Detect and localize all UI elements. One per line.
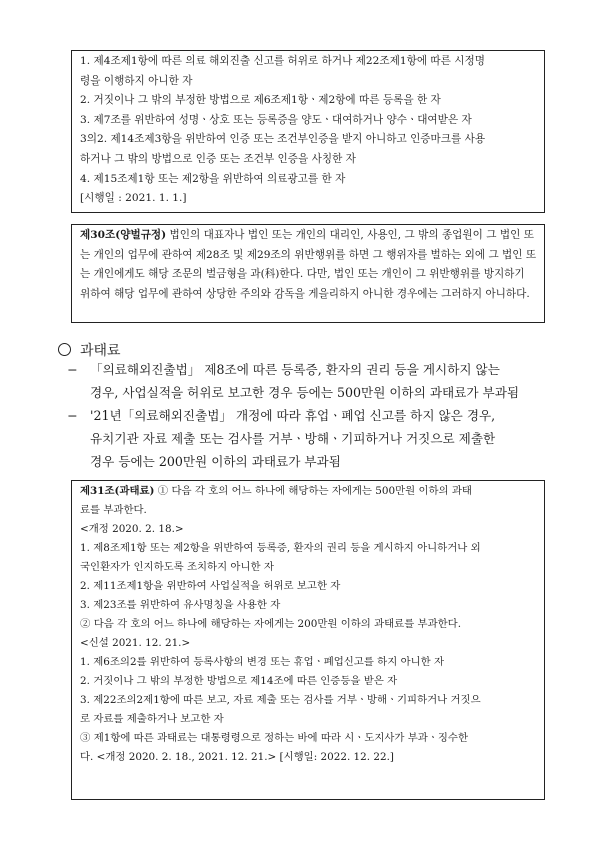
provision-line: 3. 제22조의2제1항에 따른 보고, 자료 제출 또는 검사를 거부ㆍ방해ㆍ기피하거나 거짓으 <box>80 694 481 706</box>
article-31-first-line <box>80 482 538 501</box>
bullet-line: 유치기관 자료 제출 또는 검사를 거부ㆍ방해ㆍ기피하거나 거짓으로 제출한 <box>90 431 496 446</box>
article-29-provisions-box <box>71 50 545 213</box>
article-31-title: 제31조(과태료) <box>80 485 155 497</box>
bullet-line: '21년「의료해외진출법」 개정에 따라 휴업ㆍ폐업 신고를 하지 않은 경우, <box>90 408 496 423</box>
article-30-title: 제30조(양벌규정) <box>80 229 167 241</box>
section-heading-text: 과태료 <box>80 343 121 359</box>
provision-line: ② 다음 각 호의 어느 하나에 해당하는 자에게는 200만원 이하의 과태료를 부과한다. <box>80 618 462 630</box>
provision-line: ③ 제1항에 따른 과태료는 대통령령으로 정하는 바에 따라 시ㆍ도지사가 부과ㆍ징수한 <box>80 732 468 744</box>
bullet-item <box>67 404 551 473</box>
provision-line: 하거나 그 밖의 방법으로 인증 또는 조건부 인증을 사칭한 자 <box>80 152 356 165</box>
article-30-text: 법인의 대표자나 법인 또는 개인의 대리인, 사용인, 그 밖의 종업원이 그 법인 또는 개인의 업무에 관하여 제28조 및 제29조의 위반행위를 하면 그 행위자를 벌하는 외에 그 법인 또는 개인에게도 해당 조문의 벌금형을 과(科)한다. 다만, 법인 또는 개인이 그 위반행위를 방지하기 위하여 해당 업무에 관하여 상당한 주의와 감독을 게을리하지 아니한 경우에는 그러하지 아니하다. <box>80 229 537 300</box>
article-31-box <box>71 480 545 800</box>
provision-line: 2. 거짓이나 그 밖의 부정한 방법으로 제6조제1항ㆍ제2항에 따른 등록을 한 자 <box>80 94 441 107</box>
provision-line: 2. 제11조제1항을 위반하여 사업실적을 허위로 보고한 자 <box>80 580 341 592</box>
provision-line: 로 자료를 제출하거나 보고한 자 <box>80 713 224 725</box>
provision-line: 1. 제6조의2를 위반하여 등록사항의 변경 또는 휴업ㆍ폐업신고를 하지 아니한 자 <box>80 656 445 668</box>
article-30-paragraph <box>80 226 538 304</box>
provision-line: 국인환자가 인지하도록 조치하지 아니한 자 <box>80 561 274 573</box>
provision-line: 령을 이행하지 아니한 자 <box>80 74 193 87</box>
provision-line: 2. 거짓이나 그 밖의 부정한 방법으로 제14조에 따른 인증등을 받은 자 <box>80 675 398 687</box>
dash-bullet-icon: − <box>67 362 78 377</box>
provision-line: 3의2. 제14조제3항을 위반하여 인증 또는 조건부인증을 받지 아니하고 인증마크를 사용 <box>80 133 486 146</box>
bullet-line: 경우 등에는 200만원 이하의 과태료가 부과됨 <box>90 454 341 469</box>
bullet-line: 「의료해외진출법」 제8조에 따른 등록증, 환자의 권리 등을 게시하지 않는 <box>90 362 500 377</box>
circle-bullet-icon <box>58 343 71 356</box>
provision-line: 1. 제4조제1항에 따른 의료 해외진출 신고를 허위로 하거나 제22조제1항에 따른 시정명 <box>80 55 485 67</box>
dash-bullet-icon: − <box>67 408 78 423</box>
provision-line: 료를 부과한다. <box>80 504 147 516</box>
amendment-date: <신설 2021. 12. 21.> <box>80 637 191 649</box>
effective-date: [시행일 : 2021. 1. 1.] <box>80 192 187 205</box>
provision-line: 3. 제7조를 위반하여 성명ㆍ상호 또는 등록증을 양도ㆍ대여하거나 양수ㆍ대여받은 자 <box>80 113 472 126</box>
article-30-box <box>71 224 545 323</box>
effective-date: 다. <개정 2020. 2. 18., 2021. 12. 21.> [시행일: 2022. 12. 22.] <box>80 751 394 763</box>
provision-line: 1. 제8조제1항 또는 제2항을 위반하여 등록증, 환자의 권리 등을 게시하지 아니하거나 외 <box>80 542 481 554</box>
article-31-first-text: ① 다음 각 호의 어느 하나에 해당하는 자에게는 500만원 이하의 과태 <box>154 485 472 497</box>
provision-line: 4. 제15조제1항 또는 제2항을 위반하여 의료광고를 한 자 <box>80 172 346 185</box>
bullet-item <box>67 358 551 404</box>
amendment-date: <개정 2020. 2. 18.> <box>80 523 184 535</box>
bullet-line: 경우, 사업실적을 허위로 보고한 경우 등에는 500만원 이하의 과태료가 부과됨 <box>90 385 520 400</box>
provision-line: 3. 제23조를 위반하여 유사명칭을 사용한 자 <box>80 599 281 611</box>
section-heading <box>58 340 121 360</box>
